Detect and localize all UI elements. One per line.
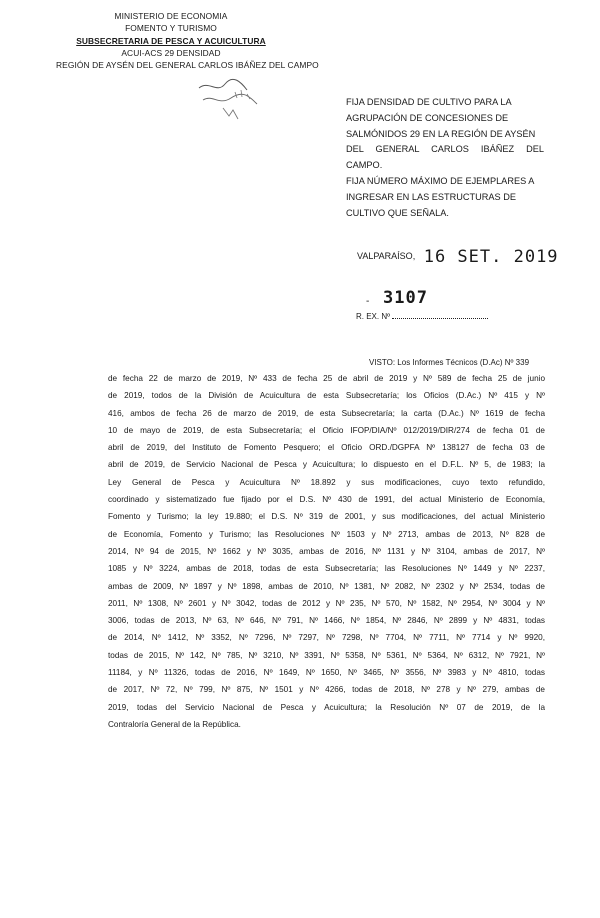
body-line: Fomento y Turismo; la ley 19.880; el D.S. Nº 319 de 2001, y sus modificaciones, del actual Ministerio <box>108 512 545 522</box>
body-line: de 2019, todos de la División de Acuicultura de esta Subsecretaría; los Oficios (D.Ac.) Nº 415 y Nº <box>108 391 545 401</box>
region-line: REGIÓN DE AYSÉN DEL GENERAL CARLOS IBÁÑEZ DEL CAMPO <box>56 60 319 71</box>
body-line: todas de 2015, Nº 142, Nº 785, Nº 3210, Nº 3391, Nº 5358, Nº 5361, Nº 5364, Nº 6312, Nº 7921, Nº <box>108 650 545 660</box>
body-line: 10 de mayo de 2019, de esta Subsecretaría; el Oficio IFOP/DIA/Nº 012/2019/DIR/274 de fecha 01 de <box>108 425 545 435</box>
body-line: coordinado y sistematizado fue fijado por el D.S. Nº 430 de 1991, del actual Ministerio de Economía, <box>108 495 545 505</box>
body-line: Ley General de Pesca y Acuicultura Nº 18.892 y sus modificaciones, cuyo texto refundido, <box>108 477 545 487</box>
title-line: DEL GENERAL CARLOS IBÁÑEZ DEL CAMPO. <box>346 144 544 171</box>
body-line: 2014, Nº 94 de 2015, Nº 1662 y Nº 3035, ambas de 2016, Nº 1131 y Nº 3104, ambas de 2017, Nº <box>108 546 545 556</box>
title-line: SALMÓNIDOS 29 EN LA REGIÓN DE AYSÉN <box>346 128 536 139</box>
place-label: VALPARAÍSO, <box>357 251 416 261</box>
body-line: ambas de 2009, Nº 1897 y Nº 1898, ambas de 2010, Nº 1381, Nº 2082, Nº 2302 y Nº 2534, todas de <box>108 581 545 591</box>
dash-mark: - <box>366 296 370 307</box>
body-line: de fecha 22 de marzo de 2019, Nº 433 de fecha 25 de abril de 2019 y Nº 589 de fecha 25 de junio <box>108 374 545 383</box>
body-line: 416, ambos de fecha 26 de marzo de 2019, de esta Subsecretaría; la carta (D.Ac.) Nº 1619 de fecha <box>108 408 545 418</box>
resolution-number-stamp: 3107 <box>383 288 428 308</box>
title-line: CULTIVO QUE SEÑALA. <box>346 207 449 218</box>
body-line: 11184, y Nº 11326, todas de 2016, Nº 1649, Nº 1650, Nº 3465, Nº 3556, Nº 3983 y Nº 4810, todas <box>108 668 545 678</box>
resolution-summary-title <box>346 95 544 221</box>
ministry-line: MINISTERIO DE ECONOMIA <box>114 11 228 21</box>
body-line: 2011, Nº 1308, Nº 2601 y Nº 3042, todas de 2012 y Nº 235, Nº 570, Nº 1582, Nº 2954, Nº 3004 y Nº <box>108 598 545 608</box>
stamped-date: 16 SET. 2019 <box>423 247 559 267</box>
body-line: Contraloría General de la República. <box>108 719 241 729</box>
body-line: de 2014, Nº 1412, Nº 3352, Nº 7296, Nº 7297, Nº 7298, Nº 7704, Nº 7711, Nº 7714 y Nº 9920, <box>108 633 545 643</box>
body-line: 1085 y Nº 3224, ambas de 2018, todas de esta Subsecretaría; las Resoluciones Nº 1449 y Nº 2237, <box>108 564 545 574</box>
body-line: abril de 2019, de Servicio Nacional de Pesca y Acuicultura; lo dispuesto en el D.F.L. Nº 5, de 1983; la <box>108 460 545 470</box>
body-line: de Economía, Fomento y Turismo; las Resoluciones Nº 1503 y Nº 2713, ambas de 2013, Nº 828 de <box>108 529 545 539</box>
place-and-date <box>357 244 559 267</box>
body-line: de 2017, Nº 72, Nº 799, Nº 875, Nº 1501 y Nº 4266, todas de 2018, Nº 278 y Nº 279, ambas de <box>108 685 545 695</box>
resolution-exenta-label <box>356 310 488 321</box>
title-line: AGRUPACIÓN DE CONCESIONES DE <box>346 112 509 123</box>
subsecretaria-line: SUBSECRETARIA DE PESCA Y ACUICULTURA <box>76 35 266 46</box>
reference-line: ACUI-ACS 29 DENSIDAD <box>121 47 221 58</box>
title-line: FIJA NÚMERO MÁXIMO DE EJEMPLARES A <box>346 175 535 186</box>
title-line: INGRESAR EN LAS ESTRUCTURAS DE <box>346 191 517 202</box>
body-line: 2019, todas del Servicio Nacional de Pesca y Acuicultura; la Resolución Nº 07 de 2019, de la <box>108 702 545 712</box>
ministry-line-2: FOMENTO Y TURISMO <box>125 23 217 34</box>
rex-blank-line <box>392 310 488 319</box>
letterhead <box>56 10 319 71</box>
visto-opening: VISTO: Los Informes Técnicos (D.Ac) Nº 339 <box>369 358 530 367</box>
title-line: FIJA DENSIDAD DE CULTIVO PARA LA <box>346 97 512 107</box>
rex-text: R. EX. Nº <box>356 312 391 321</box>
body-line: abril de 2019, del Instituto de Fomento Pesquero; el Oficio ORD./DGPFA Nº 138127 de fecha 03 de <box>108 443 545 453</box>
visto-body <box>108 370 545 733</box>
body-line: 3006, todas de 2013, Nº 63, Nº 646, Nº 791, Nº 1466, Nº 1854, Nº 2846, Nº 2899 y Nº 4831, todas <box>108 616 545 626</box>
handwritten-initials-mark <box>195 78 280 126</box>
